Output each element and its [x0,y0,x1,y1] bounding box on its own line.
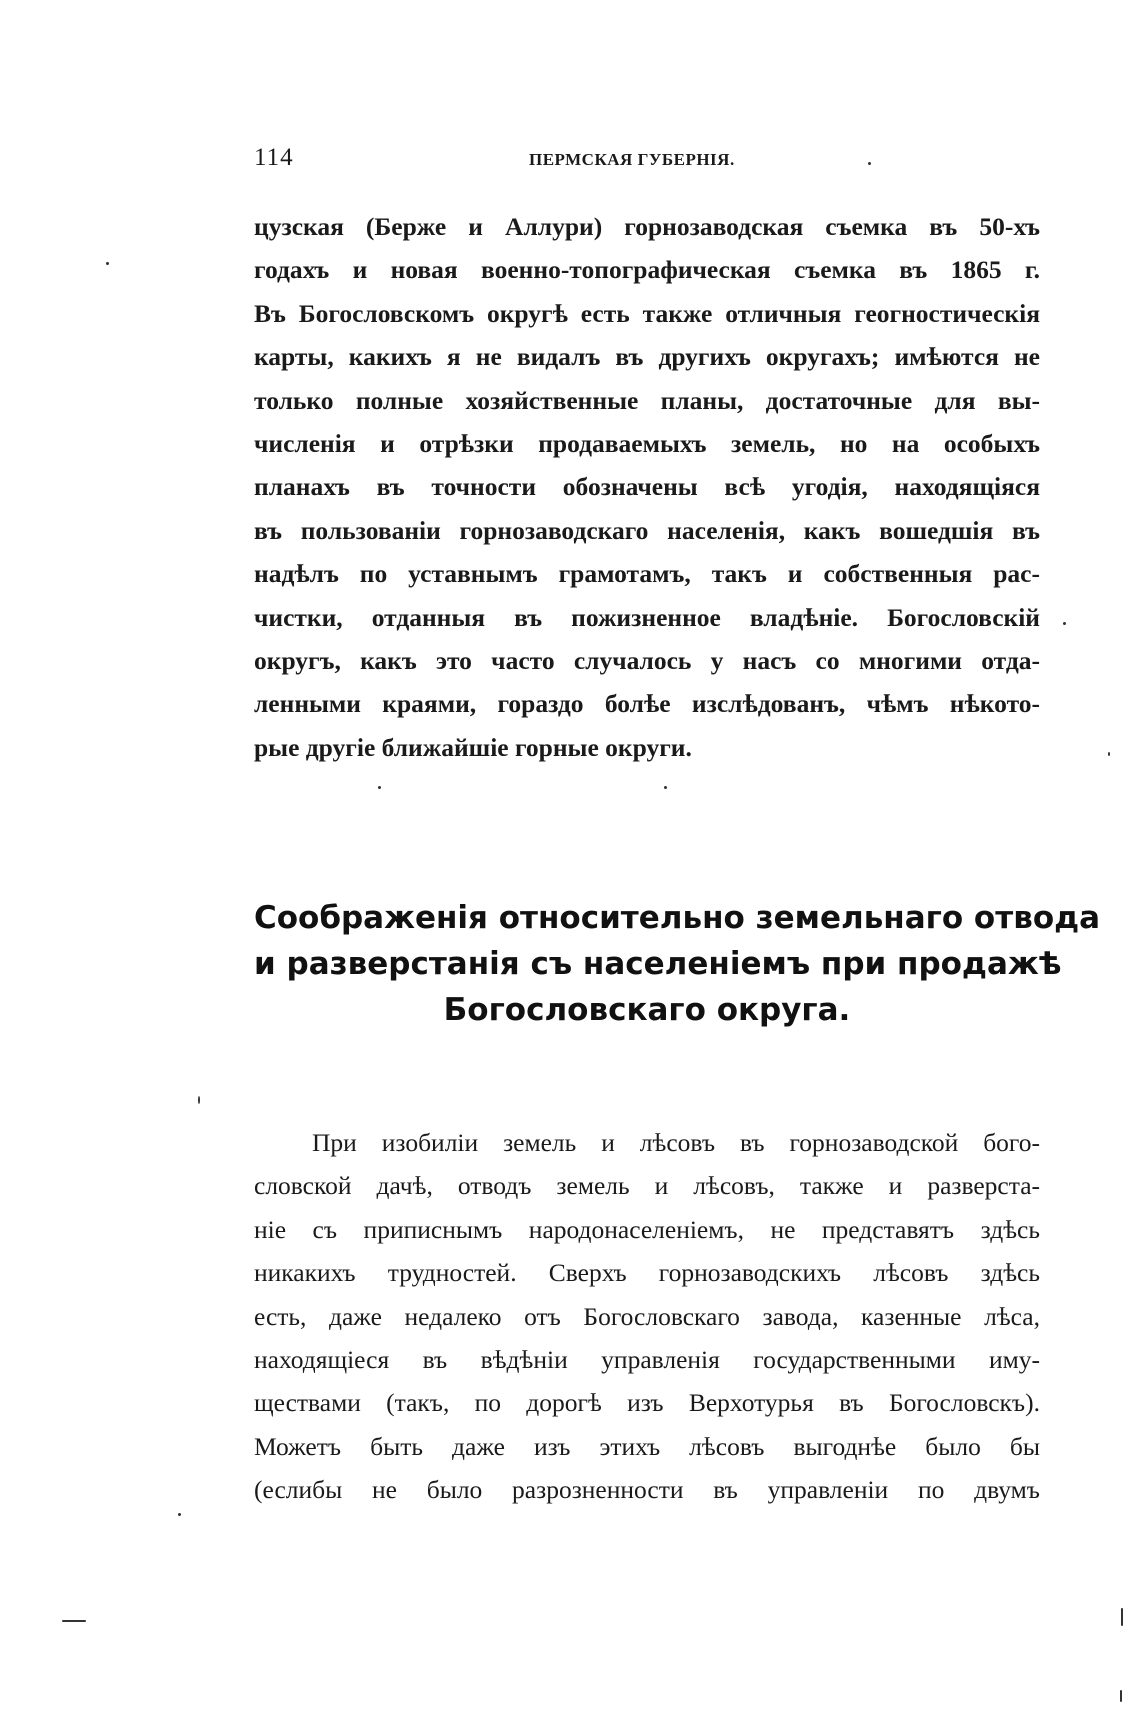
page-number: 114 [254,144,294,171]
text-line: рые другіе ближайшіе горные округи. [254,732,692,762]
scan-speck [664,786,667,789]
page-header [254,144,1040,178]
text-line: есть, даже недалеко отъ Богословскаго завода, казенные лѣса, [254,1301,1040,1331]
scan-speck [178,1513,181,1516]
scan-speck [62,1620,86,1622]
text-line: ществами (такъ, по дорогѣ изъ Верхотурья въ Богословскъ). [254,1388,1040,1418]
text-line: Въ Богословскомъ округѣ есть также отличныя геогностическія [254,298,1040,328]
text-line: При изобиліи земель и лѣсовъ въ горнозаводской бого- [312,1128,1040,1157]
text-line: въ пользованіи горнозаводскаго населенія, какъ вошедшія въ [254,515,1040,545]
text-line: цузская (Берже и Аллури) горнозаводская съемка въ 50-хъ [254,212,1040,241]
text-line: только полные хозяйственные планы, достаточные для вы- [254,385,1040,415]
heading-line: Соображенія относительно земельнаго отвода [254,900,1101,936]
heading-line: и разверстанія съ населеніемъ при продажѣ [254,946,1062,982]
text-line: годахъ и новая военно-топографическая съемка въ 1865 г. [254,255,1040,285]
text-line: надѣлъ по уставнымъ грамотамъ, такъ и собственныя рас- [254,559,1040,589]
text-line: планахъ въ точности обозначены всѣ угодія, находящіяся [254,472,1040,502]
text-line: находящіеся въ вѣдѣніи управленія государственными иму- [254,1344,1040,1374]
text-line: карты, какихъ я не видалъ въ другихъ округахъ; имѣются не [254,342,1040,372]
text-line: ленными краями, гораздо болѣе изслѣдованъ, чѣмъ нѣкото- [254,689,1040,719]
running-head: ПЕРМСКАЯ ГУБЕРНІЯ. [529,150,735,169]
text-line: словской дачѣ, отводъ земель и лѣсовъ, также и разверста- [254,1171,1040,1201]
scan-speck [1121,1608,1123,1626]
section-heading [254,895,1101,1033]
paragraph-2 [254,1121,1040,1512]
scan-speck [198,1096,200,1104]
scan-speck [1108,752,1110,756]
scan-speck [106,262,109,265]
scan-speck [1120,1690,1122,1702]
paragraph-1 [254,205,1040,769]
text-line: чистки, отданныя въ пожизненное владѣніе. Богословскій [254,602,1040,632]
text-line: никакихъ трудностей. Сверхъ горнозаводскихъ лѣсовъ здѣсь [254,1258,1040,1288]
text-line: численія и отрѣзки продаваемыхъ земель, но на особыхъ [254,428,1040,458]
heading-line: Богословскаго округа. [443,992,851,1028]
text-line: Можетъ быть даже изъ этихъ лѣсовъ выгоднѣе было бы [254,1431,1040,1461]
scan-speck [1063,622,1066,625]
text-line: округъ, какъ это часто случалось у насъ со многими отда- [254,645,1040,675]
text-line: ніе съ приписнымъ народонаселеніемъ, не представятъ здѣсь [254,1214,1040,1244]
scan-speck [868,162,871,165]
scan-speck [378,786,381,789]
text-line: (еслибы не было разрозненности въ управленіи по двумъ [254,1475,1040,1505]
